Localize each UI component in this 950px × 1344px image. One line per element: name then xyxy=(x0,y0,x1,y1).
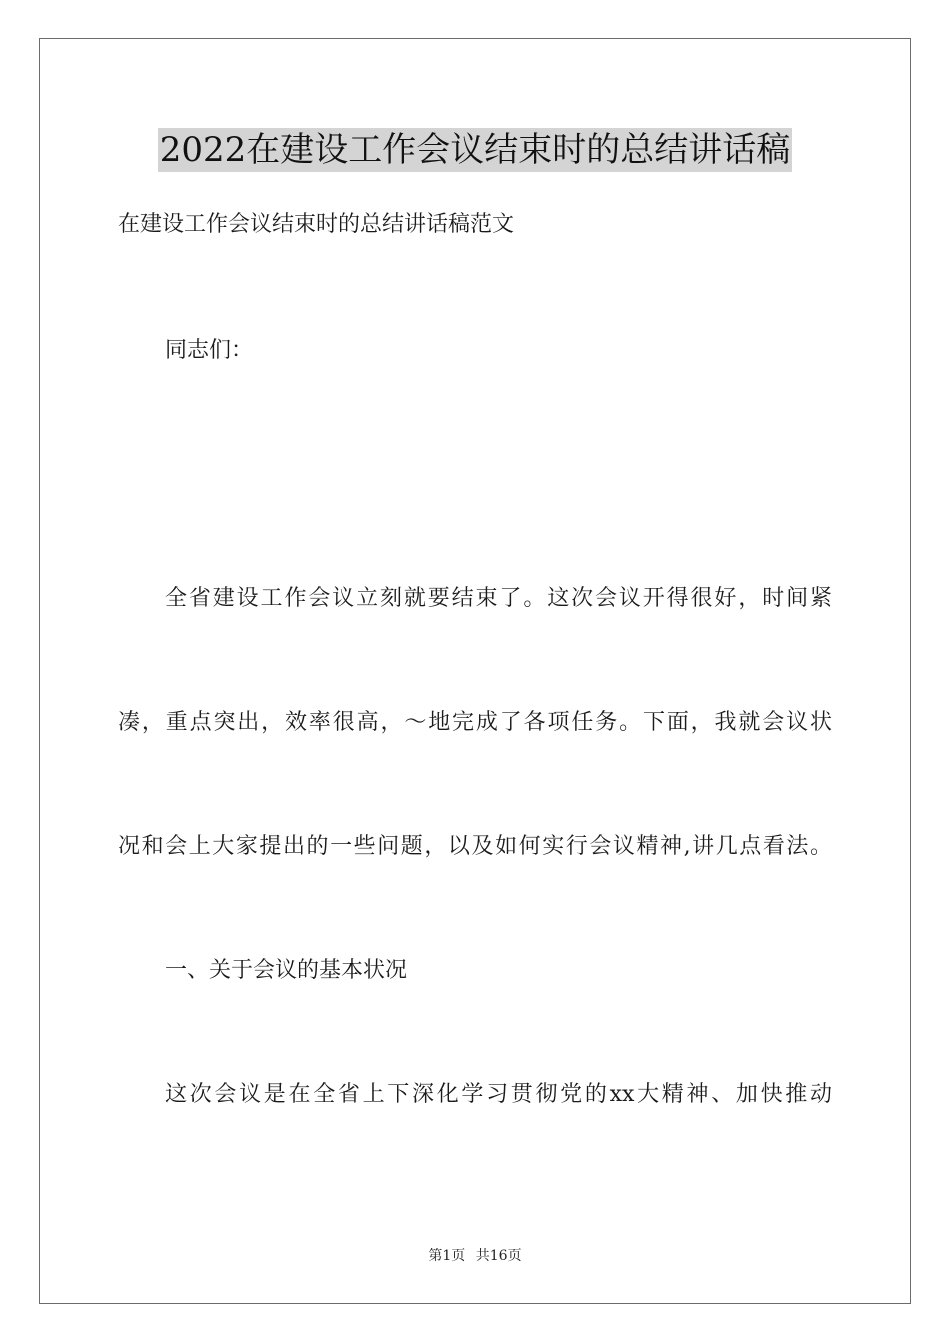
total-pages: 共16页 xyxy=(475,1248,522,1264)
paragraph-1-line-3: 况和会上大家提出的一些问题，以及如何实行会议精神,讲几点看法。 xyxy=(118,834,832,859)
title-container xyxy=(0,128,950,172)
paragraph-1-line-2: 凑，重点突出，效率很高，～地完成了各项任务。下面，我就会议状 xyxy=(118,710,832,735)
salutation: 同志们： xyxy=(165,338,254,363)
page-number: 第1页 xyxy=(428,1248,466,1264)
document-title: 2022在建设工作会议结束时的总结讲话稿 xyxy=(159,130,791,170)
section-1-heading: 一、关于会议的基本状况 xyxy=(165,958,408,983)
page-footer xyxy=(0,1246,950,1266)
paragraph-2-line-1: 这次会议是在全省上下深化学习贯彻党的xx大精神、加快推动 xyxy=(165,1082,832,1107)
paragraph-1-line-1: 全省建设工作会议立刻就要结束了。这次会议开得很好，时间紧 xyxy=(165,586,832,611)
document-subtitle: 在建设工作会议结束时的总结讲话稿范文 xyxy=(118,212,515,237)
